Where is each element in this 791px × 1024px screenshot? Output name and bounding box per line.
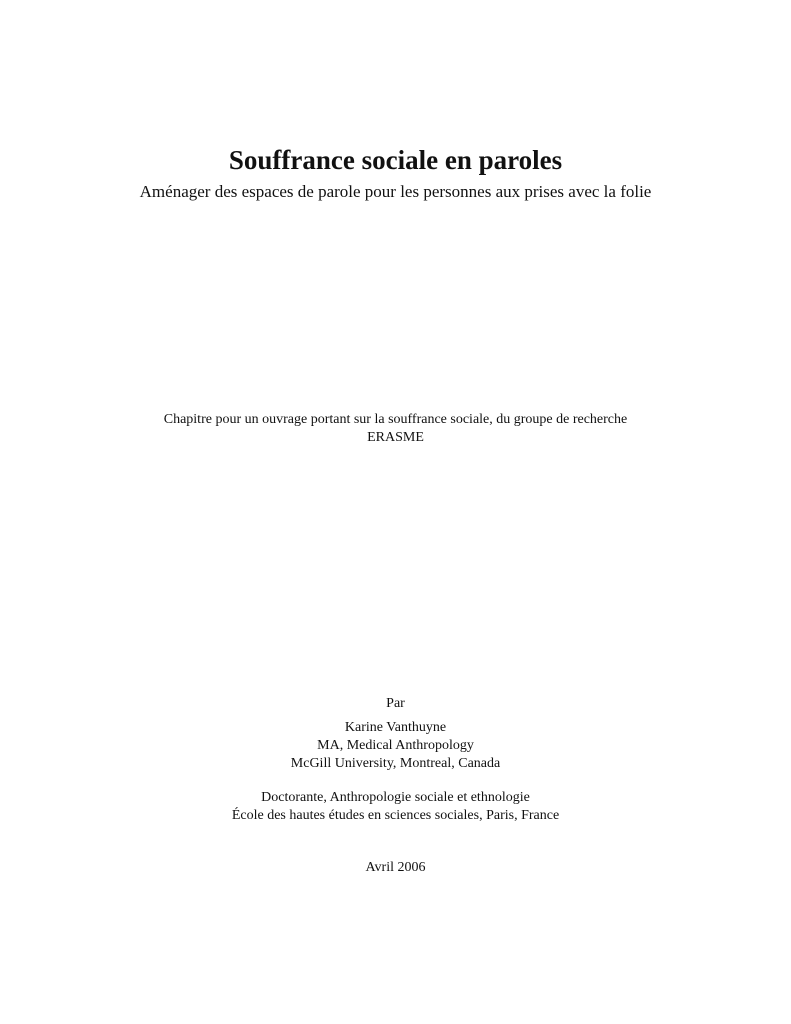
- chapter-note-line-2: ERASME: [367, 430, 424, 445]
- author-status: Doctorante, Anthropologie sociale et ethnologie: [261, 790, 530, 805]
- by-label: Par: [386, 696, 405, 711]
- author-university: McGill University, Montreal, Canada: [290, 756, 501, 771]
- document-date: Avril 2006: [365, 860, 426, 875]
- author-degree: MA, Medical Anthropology: [317, 738, 474, 753]
- author-name: Karine Vanthuyne: [344, 720, 447, 735]
- chapter-note-line-1: Chapitre pour un ouvrage portant sur la souffrance sociale, du groupe de recherche: [163, 412, 628, 427]
- document-title: Souffrance sociale en paroles: [228, 145, 563, 175]
- author-school: École des hautes études en sciences sociales, Paris, France: [231, 808, 560, 823]
- document-subtitle: Aménager des espaces de parole pour les personnes aux prises avec la folie: [139, 182, 652, 201]
